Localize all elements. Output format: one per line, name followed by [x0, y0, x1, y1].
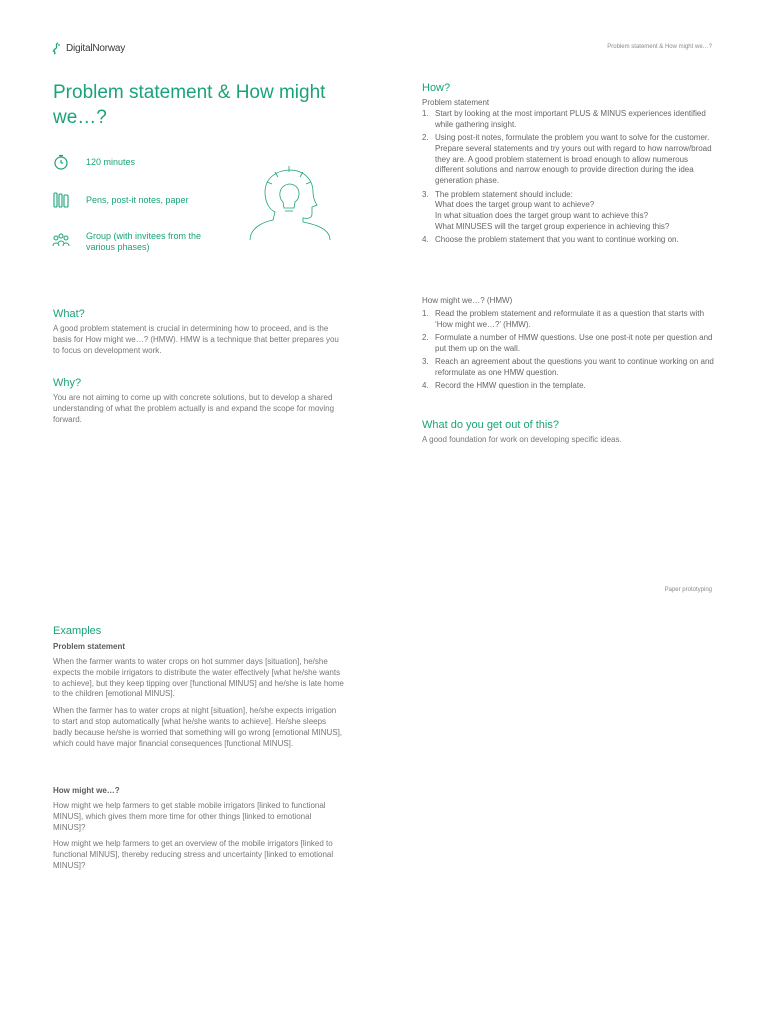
- list-item: 3. The problem statement should include: What does the target group want to achieve? In what situation does the target group want to achieve this? What MINUSES will the target group experience in achieving this?: [422, 189, 670, 231]
- materials-text: Pens, post-it notes, paper: [86, 195, 189, 205]
- how-heading: How?: [422, 82, 451, 94]
- examples-hmw-section: [53, 786, 345, 872]
- list-item: 2. Formulate a number of HMW questions. Use one post-it note per question and put them up on the wall.: [422, 333, 713, 353]
- why-heading: Why?: [53, 377, 82, 389]
- head-lightbulb-illustration-icon: [245, 162, 335, 242]
- list-item: 2. Using post-it notes, formulate the problem you want to solve for the customer. Prepare several statements and try yours out with regard to how narrow/broad they are. A good problem statement is broad enough to allow numerous different solutions and narrow enough to provide direction during the idea generation phase.: [422, 133, 712, 186]
- hmw-steps-list: [422, 309, 715, 392]
- examples-heading: Examples: [53, 625, 102, 637]
- list-item: 4. Record the HMW question in the template.: [422, 381, 586, 391]
- outcome-section: [422, 419, 715, 446]
- why-section: [53, 377, 343, 425]
- list-item: 1. Read the problem statement and reformulate it as a question that starts with ‘How might we…?’ (HMW).: [422, 309, 705, 329]
- participants-text: Group (with invitees from the various phases): [86, 231, 202, 252]
- meta-materials: [52, 191, 226, 209]
- duration-text: 120 minutes: [86, 157, 136, 167]
- list-item: 3. Reach an agreement about the questions you want to continue working on and reformulate as one HMW question.: [422, 357, 714, 377]
- example-paragraph: When the farmer wants to water crops on hot summer days [situation], he/she expects the mobile irrigators to distribute the water effectively [what he/she wants to achieve], but they keep tipping over [functional MINUS] and he/she is late home to the children [emotional MINUS].: [53, 657, 344, 699]
- hmw-section: [422, 296, 715, 395]
- group-icon: [52, 231, 70, 249]
- page-footer: Paper prototyping: [664, 587, 712, 593]
- what-section: [53, 308, 343, 356]
- examples-hmw-label: How might we…?: [53, 786, 120, 795]
- how-section: [422, 82, 715, 249]
- stopwatch-icon: [52, 153, 70, 171]
- examples-problem-section: [53, 642, 345, 749]
- what-text: A good problem statement is crucial in determining how to proceed, and is the basis for How might we…? (HMW). HMW is a technique that better prepares you to focus on development work.: [53, 324, 339, 355]
- brand-logo: [52, 42, 125, 55]
- outcome-heading: What do you get out of this?: [422, 419, 559, 431]
- why-text: You are not aiming to come up with concrete solutions, but to develop a shared understanding of what the problem actually is and expand the scope for moving forward.: [53, 393, 335, 424]
- examples-problem-label: Problem statement: [53, 642, 126, 651]
- meta-duration: [52, 153, 226, 171]
- what-heading: What?: [53, 308, 85, 320]
- problem-steps-list: [422, 109, 715, 246]
- brand-name: DigitalNorway: [66, 43, 126, 54]
- example-paragraph: How might we help farmers to get an overview of the mobile irrigators [linked to functional MINUS], thereby reducing stress and uncertainty [linked to emotional MINUS]?: [53, 839, 334, 870]
- running-header: Problem statement & How might we…?: [607, 44, 712, 50]
- page-title: Problem statement & How might we…?: [53, 82, 326, 128]
- digitalnorway-logo-icon: [52, 42, 61, 55]
- example-paragraph: When the farmer has to water crops at night [situation], he/she expects irrigation to start and stop automatically [what he/she wants to achieve]. He/she sleeps badly because he/she is worried that something will go wrong [emotional MINUS], which could have major financial consequences [functional MINUS].: [53, 706, 343, 748]
- pens-icon: [52, 191, 70, 209]
- list-item: 1. Start by looking at the most important PLUS & MINUS experiences identified while gathering insight.: [422, 109, 706, 129]
- hmw-label: How might we…? (HMW): [422, 296, 513, 305]
- problem-statement-label: Problem statement: [422, 98, 490, 107]
- outcome-text: A good foundation for work on developing specific ideas.: [422, 435, 622, 444]
- meta-participants: [52, 231, 226, 253]
- list-item: 4. Choose the problem statement that you want to continue working on.: [422, 235, 679, 245]
- example-paragraph: How might we help farmers to get stable mobile irrigators [linked to functional MINUS], which gives them more time for other things [linked to emotional MINUS]?: [53, 801, 326, 832]
